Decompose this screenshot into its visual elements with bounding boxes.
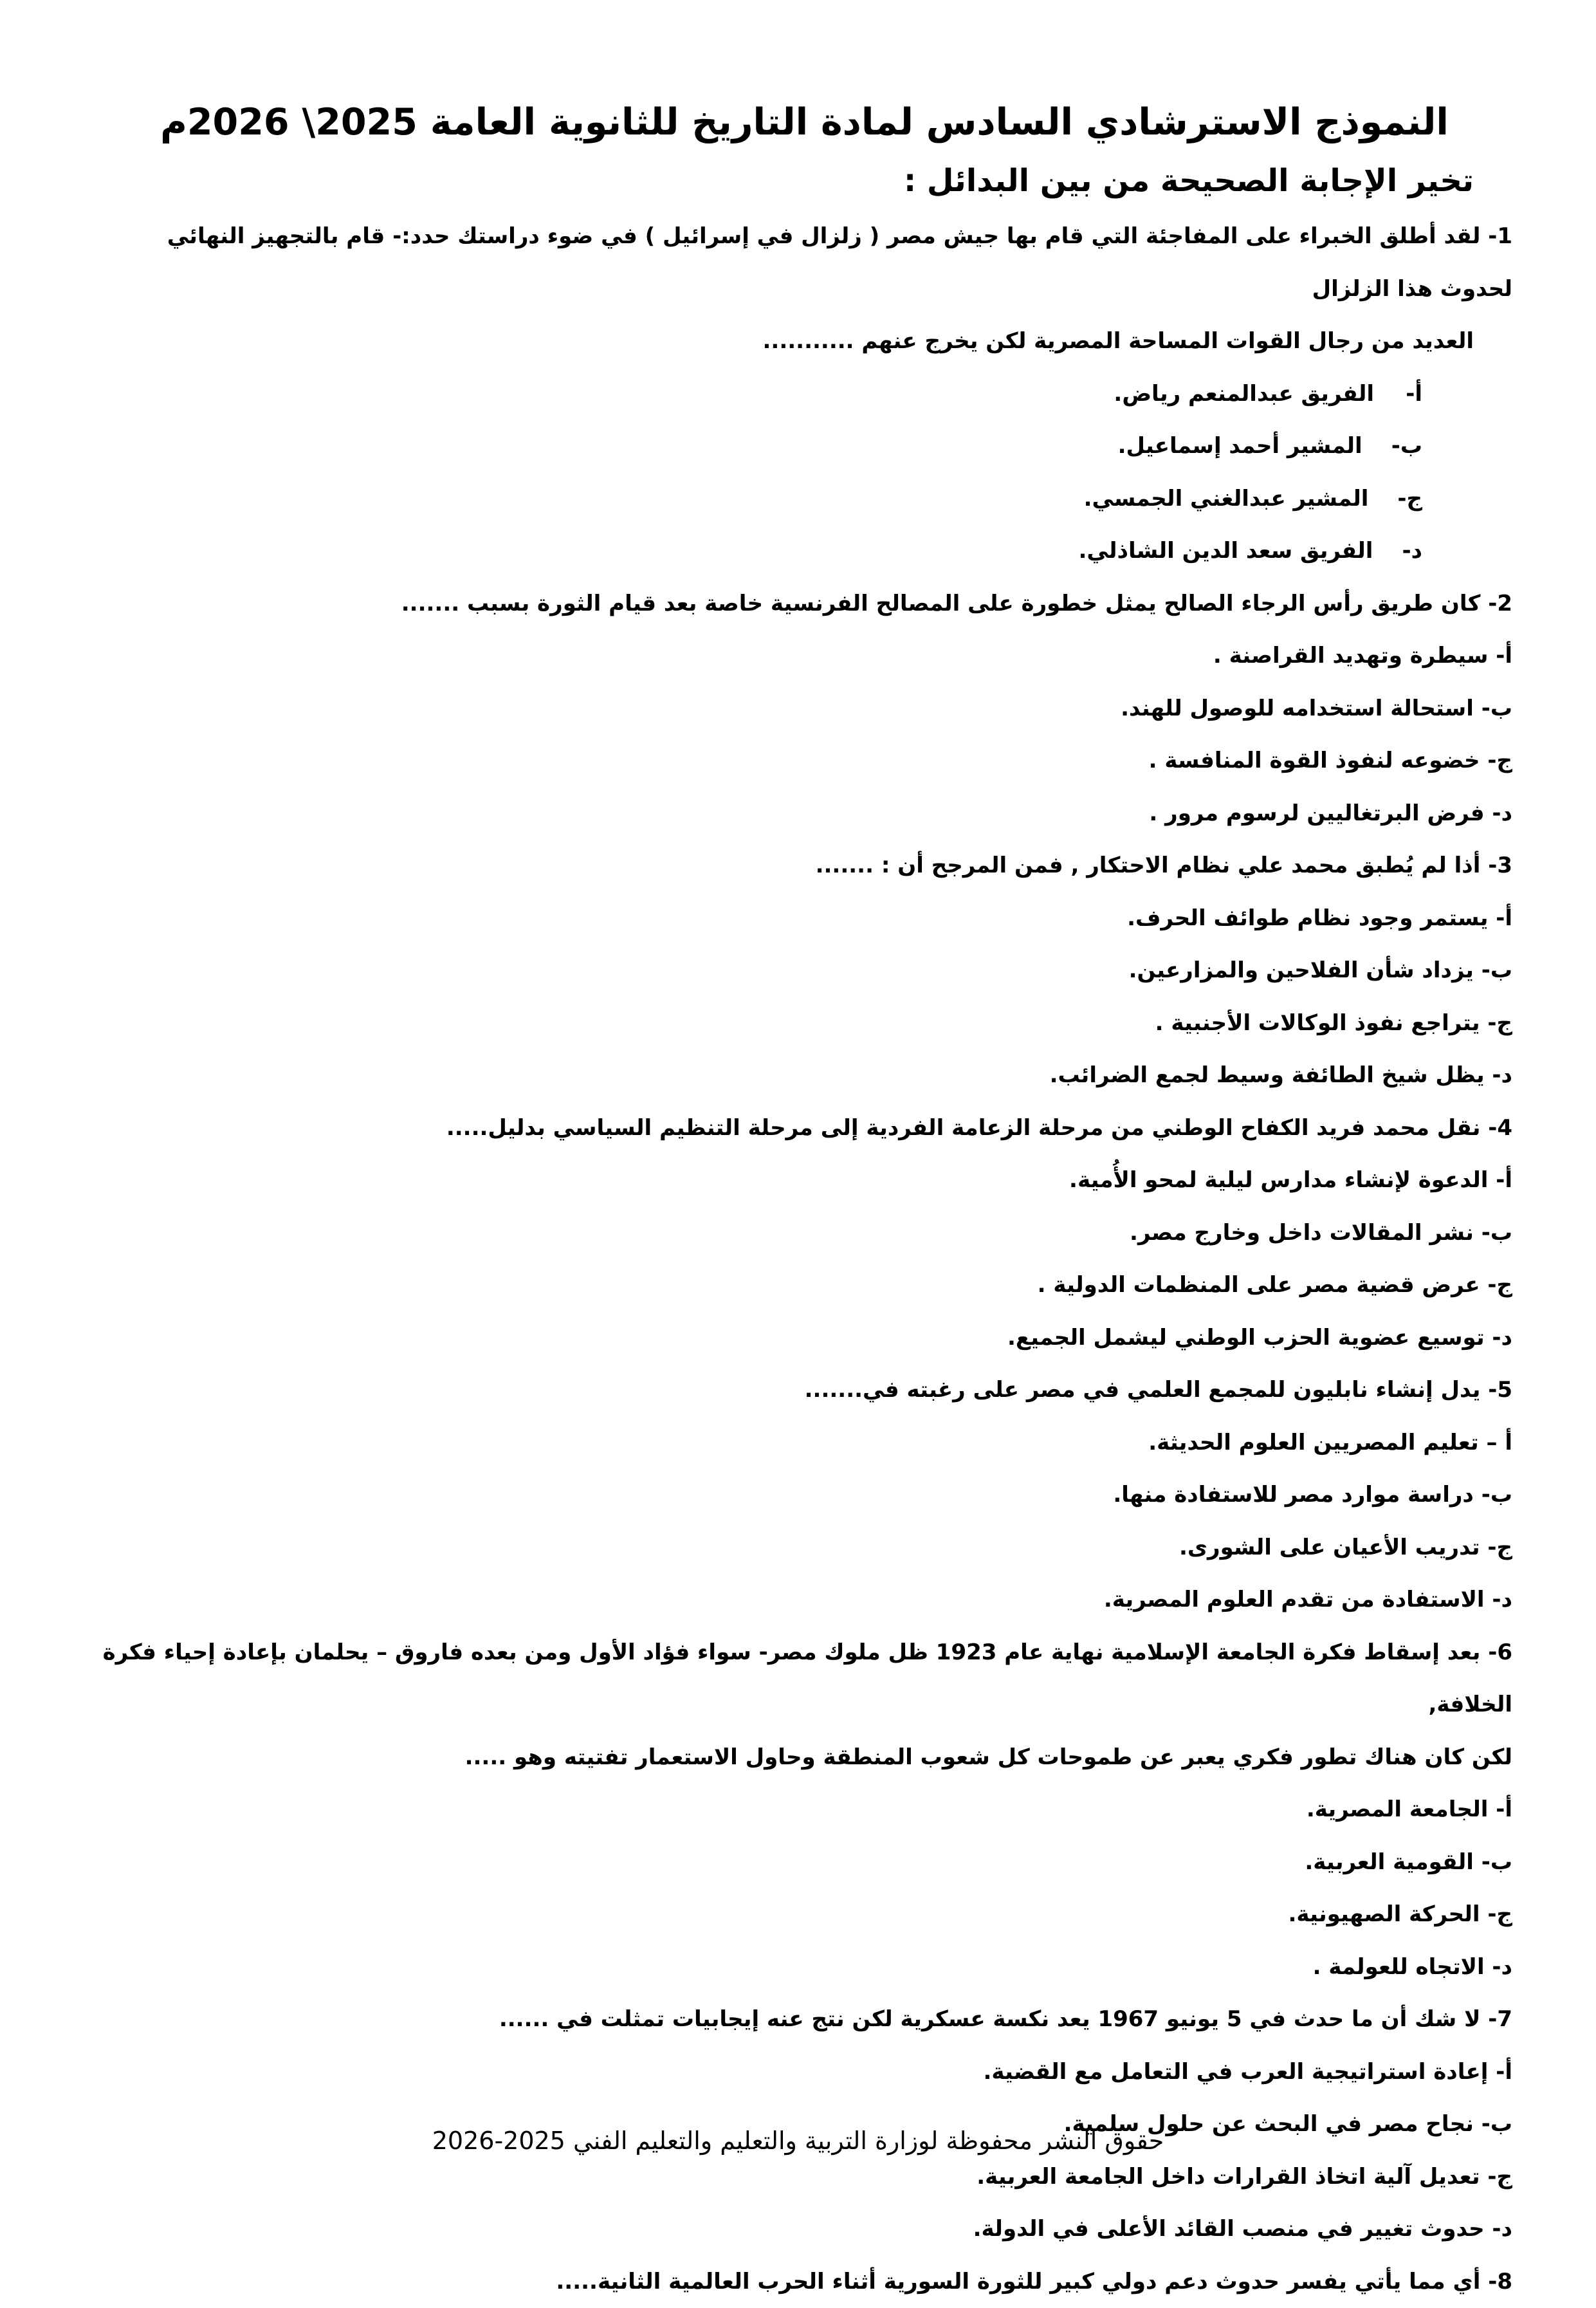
option-d: د- الاتجاه للعولمة . <box>96 1941 1512 1994</box>
option-d: د- توسيع عضوية الحزب الوطني ليشمل الجميع. <box>96 1312 1512 1365</box>
question-text: 6- بعد إسقاط فكرة الجامعة الإسلامية نهاية عام 1923 ظل ملوك مصر- سواء فؤاد الأول ومن بعده فاروق – يحلمان بإعادة إحياء فكرة الخلافة, <box>96 1627 1512 1731</box>
option-text: الفريق سعد الدين الشاذلي. <box>1078 525 1373 578</box>
option-d: د- الاستفادة من تقدم العلوم المصرية. <box>96 1574 1512 1627</box>
options-list <box>96 1417 1512 1627</box>
question-5 <box>96 1364 1512 1627</box>
option-c: ج- تدريب الأعيان على الشورى. <box>96 1522 1512 1574</box>
question-text: 4- نقل محمد فريد الكفاح الوطني من مرحلة الزعامة الفردية إلى مرحلة التنظيم السياسي بدليل..... <box>96 1102 1512 1155</box>
option-c: ج- يتراجع نفوذ الوكالات الأجنبية . <box>96 997 1512 1050</box>
options-list <box>96 892 1512 1102</box>
question-3 <box>96 840 1512 1102</box>
question-2 <box>96 578 1512 840</box>
option-c: ج- الحركة الصهيونية. <box>96 1888 1512 1941</box>
page-title: النموذج الاسترشادي السادس لمادة التاريخ للثانوية العامة 2025\ 2026م <box>96 93 1512 151</box>
option-b: ب- دراسة موارد مصر للاستفادة منها. <box>96 1469 1512 1522</box>
option-b <box>96 420 1512 473</box>
option-text: المشير عبدالغني الجمسي. <box>1084 473 1369 526</box>
option-b: ب- استحالة استخدامه للوصول للهند. <box>96 683 1512 735</box>
question-1 <box>96 210 1512 578</box>
question-8 <box>96 2256 1512 2308</box>
option-b: ب- القومية العربية. <box>96 1836 1512 1889</box>
option-d <box>96 525 1512 578</box>
option-c: ج- عرض قضية مصر على المنظمات الدولية . <box>96 1259 1512 1312</box>
option-a <box>96 368 1512 421</box>
question-text: 7- لا شك أن ما حدث في 5 يونيو 1967 يعد نكسة عسكرية لكن نتج عنه إيجابيات تمثلت في ...... <box>96 1993 1512 2046</box>
question-7 <box>96 1993 1512 2256</box>
option-letter: أ- <box>1403 368 1422 421</box>
question-text: 5- يدل إنشاء نابليون للمجمع العلمي في مصر على رغبته في....... <box>96 1364 1512 1417</box>
option-letter: د- <box>1402 525 1422 578</box>
option-c: ج- تعديل آلية اتخاذ القرارات داخل الجامعة العربية. <box>96 2151 1512 2204</box>
option-a: أ – تعليم المصريين العلوم الحديثة. <box>96 1417 1512 1470</box>
question-text: 1- لقد أطلق الخبراء على المفاجئة التي قام بها جيش مصر ( زلزال في إسرائيل ) في ضوء دراستك حدد:- قام بالتجهيز النهائي لحدوث هذا الزلزال <box>96 210 1512 315</box>
options-list <box>96 630 1512 840</box>
option-d: د- فرض البرتغاليين لرسوم مرور . <box>96 788 1512 840</box>
option-b: ب- نجاح مصر في البحث عن حلول سلمية. <box>96 2098 1512 2151</box>
option-text: المشير أحمد إسماعيل. <box>1118 420 1362 473</box>
question-text: 2- كان طريق رأس الرجاء الصالح يمثل خطورة على المصالح الفرنسية خاصة بعد قيام الثورة بسبب ....... <box>96 578 1512 631</box>
question-4 <box>96 1102 1512 1365</box>
options-list <box>96 1784 1512 1993</box>
options-list <box>96 1154 1512 1364</box>
option-letter: ب- <box>1391 420 1422 473</box>
question-text-continued: العديد من رجال القوات المساحة المصرية لكن يخرج عنهم ........... <box>96 315 1512 368</box>
options-list <box>96 368 1512 578</box>
option-a: أ- يستمر وجود نظام طوائف الحرف. <box>96 892 1512 945</box>
option-b: ب- نشر المقالات داخل وخارج مصر. <box>96 1207 1512 1260</box>
question-text: 8- أي مما يأتي يفسر حدوث دعم دولي كبير للثورة السورية أثناء الحرب العالمية الثانية..... <box>96 2256 1512 2308</box>
option-a: أ- الدعوة لإنشاء مدارس ليلية لمحو الأُمية. <box>96 1154 1512 1207</box>
option-letter: ج- <box>1397 473 1422 526</box>
option-a: أ- الجامعة المصرية. <box>96 1784 1512 1836</box>
option-a: أ- إعادة استراتيجية العرب في التعامل مع القضية. <box>96 2046 1512 2099</box>
instructions: تخير الإجابة الصحيحة من بين البدائل : <box>96 151 1512 210</box>
option-b: ب- يزداد شأن الفلاحين والمزارعين. <box>96 945 1512 997</box>
option-text: الفريق عبدالمنعم رياض. <box>1114 368 1374 421</box>
option-d: د- حدوث تغيير في منصب القائد الأعلى في الدولة. <box>96 2203 1512 2256</box>
option-c <box>96 473 1512 526</box>
question-text-continued: لكن كان هناك تطور فكري يعبر عن طموحات كل شعوب المنطقة وحاول الاستعمار تفتيته وهو ..... <box>96 1731 1512 1784</box>
option-a: أ- سيطرة وتهديد القراصنة . <box>96 630 1512 683</box>
copyright-footer: حقوق النشر محفوظة لوزارة التربية والتعليم والتعليم الفني 2025-2026 <box>0 2127 1596 2155</box>
question-text: 3- أذا لم يُطبق محمد علي نظام الاحتكار , فمن المرجح أن : ....... <box>96 840 1512 892</box>
question-6 <box>96 1627 1512 1994</box>
option-c: ج- خضوعه لنفوذ القوة المنافسة . <box>96 735 1512 788</box>
option-d: د- يظل شيخ الطائفة وسيط لجمع الضرائب. <box>96 1049 1512 1102</box>
